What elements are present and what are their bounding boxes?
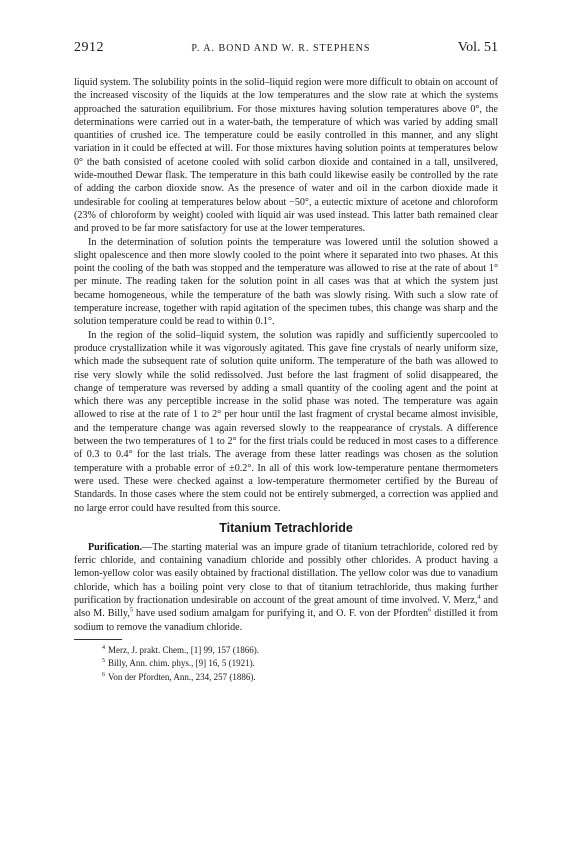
volume-number: Vol. 51 xyxy=(457,40,498,55)
footnote-number: 4 xyxy=(102,644,105,651)
purification-text-c: have used sodium amalgam for purifying it, and O. F. von der Pfordten xyxy=(133,608,429,620)
purification-text-a: —The starting material was an impure grade of titanium tetrachloride, colored red by ferric chloride, and containing vanadium chloride and possibly other chlorides. A product having a lemon-yellow color was easily obtained by fractional distillation. The yellow color was due to vanadium chloride, which has a boiling point very close to that of titanium tetrachloride, thus making further purification by fractionation undesirable on account of the great amount of time involved. V. Merz, xyxy=(74,541,498,606)
running-header xyxy=(74,40,498,62)
purification-text-d: distilled it from sodium to remove the vanadium chloride. xyxy=(74,608,498,633)
footnote-text: Billy, Ann. chim. phys., [9] 16, 5 (1921). xyxy=(108,658,255,669)
paragraph-solid-liquid: In the region of the solid–liquid system, the solution was rapidly and sufficiently supercooled to produce crystallization while it was vigorously agitated. This gave fine crystals of nearly uniform size, which made the subsequent rate of solution quite uniform. The temperature of the bath was allowed to rise very slowly while the solid redissolved. Just before the last fragment of solid disappeared, the change of temperature was reversed by adding a small quantity of the cooling agent and the point at which there was any perceptible increase in the solid phase was noted. The temperature was again allowed to rise at the rate of 1 to 2° per hour until the last fragment of crystal became almost invisible, and the temperature change was again reversed slowly to the reappearance of crystals. A difference between the two temperatures of 1 to 2° for the first trials could be reduced in most cases to a difference of 0.3 to 0.4° for the last trials. The average from these latter readings was chosen as the solution temperature with a probable error of ±0.2°. In all of this work low-temperature pentane thermometers were used. These were checked against a low-temperature thermometer certified by the Bureau of Standards. In those cases where the stem could not be entirely submerged, a correction was applied and no large error could have resulted from this source. xyxy=(74,329,498,514)
footnote-divider xyxy=(74,639,122,640)
paragraph-solution-points: In the determination of solution points the temperature was lowered until the solution showed a slight opalescence and then more slowly cooled to the point where it separated into two phases. At this point the cooling of the bath was stopped and the temperature was allowed to rise at the rate of about 1° per minute. The reading taken for the solution point in all cases was that at which the system just became homogeneous, while the temperature of the bath was slowly rising. With such a slow rate of temperature increase, together with rapid agitation of the specimen tubes, this change was sharp and the solution temperature could be read to within 0.1°. xyxy=(74,236,498,328)
page xyxy=(74,40,498,683)
footnote xyxy=(74,670,498,684)
footnote xyxy=(74,656,498,670)
purification-text-b: and also M. Billy, xyxy=(74,594,498,620)
paragraph-solution-baths: liquid system. The solubility points in the solid–liquid region were more difficult to obtain on account of the increased viscosity of the liquids at the low temperatures and the slow rate at which the systems approached the saturation equilibrium. For those mixtures having solution temperatures above 0°, the determinations were carried out in a water-bath, the temperature of which was varied by adding small quantities of crushed ice. The temperature could be easily controlled in this manner, and any slight variation in it could be effected at will. For those mixtures having solution points at temperatures below 0° the bath consisted of acetone cooled with solid carbon dioxide and contained in a tall, unsilvered, wide-mouthed Dewar flask. The temperature in this bath could likewise easily be controlled by the rate of adding the carbon dioxide snow. As the presence of water and oil in the carbon dioxide made it undesirable for cooling at temperatures below about −50°, a eutectic mixture of acetone and chloroform (23% of chloroform by weight) cooled with liquid air was used instead. This latter bath remained clear and proved to be far more satisfactory for use at the lower temperatures. xyxy=(74,77,498,235)
section-title: Titanium Tetrachloride xyxy=(219,520,353,535)
footnote-number: 6 xyxy=(102,671,105,678)
footnote-text: Von der Pfordten, Ann., 234, 257 (1886). xyxy=(108,671,256,682)
paragraph-purification xyxy=(74,541,498,634)
footnote-number: 5 xyxy=(102,658,105,665)
page-number: 2912 xyxy=(74,40,104,55)
running-authors: P. A. BOND AND W. R. STEPHENS xyxy=(191,43,371,54)
footnote xyxy=(74,643,498,657)
footnote-text: Merz, J. prakt. Chem., [1] 99, 157 (1866). xyxy=(108,644,259,655)
footnote-ref-5[interactable]: 5 xyxy=(129,606,134,614)
runin-heading: Purification. xyxy=(88,541,143,553)
footnote-ref-4[interactable]: 4 xyxy=(477,593,481,601)
footnote-ref-6[interactable]: 6 xyxy=(428,606,432,614)
